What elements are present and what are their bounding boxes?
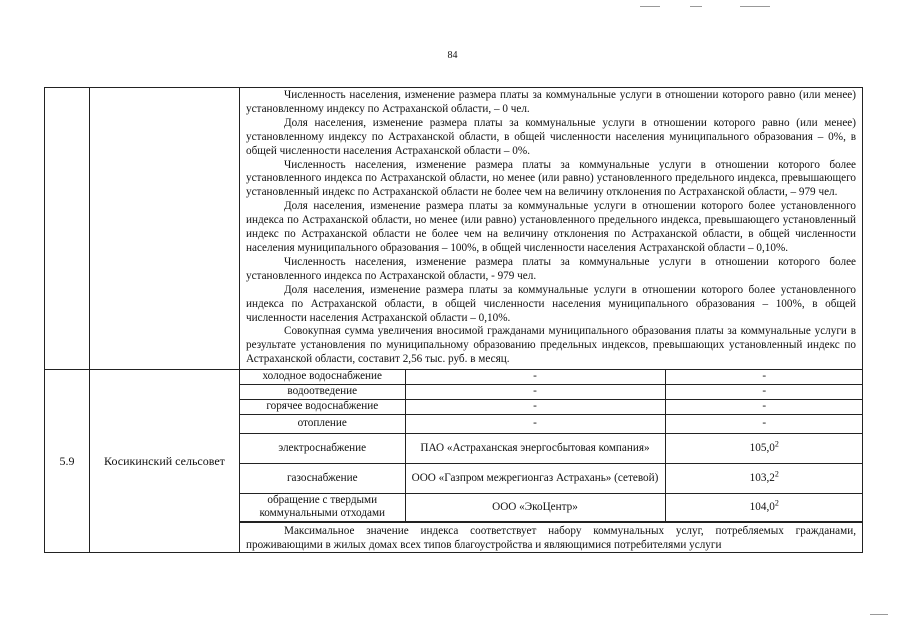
population-text-cell (240, 88, 863, 370)
service-provider: - (405, 384, 665, 399)
paragraph-share-equal: Доля населения, изменение размера платы за коммунальные услуги в отношении которого равно (или менее) установленному индексу по Астраханской области, в общей численности населения муниципального образования – 0%, в общей численности населения Астраханской области – 0%. (246, 116, 856, 157)
index-value: 105,0 (749, 441, 775, 454)
service-index (665, 493, 863, 521)
paragraph-share-above: Доля населения, изменение размера платы за коммунальные услуги в отношении которого более установленного индекса по Астраханской области, в общей численности населения муниципального образования – 100%, в общей численности населения Астраханской области – 0,10%. (246, 283, 856, 324)
services-table (240, 370, 863, 522)
text-row (45, 88, 863, 370)
max-index-note-cell (240, 522, 863, 553)
service-row (240, 384, 863, 399)
service-provider: - (405, 370, 665, 384)
max-index-note: Максимальное значение индекса соответствует набору коммунальных услуг, потребляемых гражданами, проживающими в жилых домах всех типов благоустройства и являющимися потребителями услуги (246, 524, 856, 551)
index-footnote-mark: 2 (774, 497, 779, 507)
service-row (240, 399, 863, 414)
service-name: водоотведение (240, 384, 405, 399)
page-number: 84 (447, 50, 458, 61)
service-provider: ООО «ЭкоЦентр» (405, 493, 665, 521)
paragraph-population-above: Численность населения, изменение размера платы за коммунальные услуги в отношении которого более установленного индекса по Астраханской области, - 979 чел. (246, 255, 856, 282)
index-value: 104,0 (749, 500, 775, 513)
service-name: газоснабжение (240, 463, 405, 493)
service-provider: - (405, 414, 665, 433)
paragraph-share-within-limit: Доля населения, изменение размера платы за коммунальные услуги в отношении которого более установленного индекса по Астраханской области, но менее (или равно) установленного предельного индекса, превышающего установленный индекс по Астраханской области не более чем на величину отклонения по Астраханской области, в общей численности населения муниципального образования – 100%, в общей численности населения Астраханской области – 0,10%. (246, 200, 856, 254)
municipality-table (44, 87, 863, 553)
service-row (240, 433, 863, 463)
service-name: отопление (240, 414, 405, 433)
service-provider: - (405, 399, 665, 414)
paragraph-population-equal: Численность населения, изменение размера платы за коммунальные услуги в отношении которого равно (или менее) установленному индексу по Астраханской области, – 0 чел. (246, 89, 856, 115)
service-row (240, 370, 863, 384)
index-footnote-mark: 2 (774, 438, 779, 448)
municipality-name: Косикинский сельсовет (90, 370, 240, 553)
empty-number-cell (45, 88, 90, 370)
index-footnote-mark: 2 (774, 468, 779, 478)
index-value: 103,2 (749, 471, 775, 484)
scan-mark (640, 6, 660, 7)
service-provider: ООО «Газпром межрегионгаз Астрахань» (сетевой) (405, 463, 665, 493)
service-name: электроснабжение (240, 433, 405, 463)
row-number: 5.9 (45, 370, 90, 553)
service-index: - (665, 399, 863, 414)
municipality-row (45, 370, 863, 523)
service-name: горячее водоснабжение (240, 399, 405, 414)
empty-name-cell (90, 88, 240, 370)
service-name: холодное водоснабжение (240, 370, 405, 384)
service-index: - (665, 370, 863, 384)
service-provider: ПАО «Астраханская энергосбытовая компания» (405, 433, 665, 463)
paragraph-population-within-limit: Численность населения, изменение размера платы за коммунальные услуги в отношении которого более установленного индекса по Астраханской области, но менее (или равно) установленного предельного индекса, превышающего установленный индекс по Астраханской области не более чем на величину отклонения по Астраханской области, – 979 чел. (246, 158, 856, 199)
scan-mark (870, 614, 888, 615)
paragraph-total-sum: Совокупная сумма увеличения вносимой гражданами муниципального образования платы за коммунальные услуги в результате установления по муниципальному образованию предельных индексов, превышающих установленный индекс по Астраханской области, составит 2,56 тыс. руб. в месяц. (246, 325, 856, 366)
services-cell (240, 370, 863, 523)
service-index (665, 433, 863, 463)
service-index (665, 463, 863, 493)
service-index: - (665, 414, 863, 433)
service-index: - (665, 384, 863, 399)
service-row (240, 493, 863, 521)
service-row (240, 463, 863, 493)
service-name: обращение с твердыми коммунальными отходами (240, 493, 405, 521)
service-row (240, 414, 863, 433)
scan-mark (740, 6, 770, 7)
scan-mark (690, 6, 702, 7)
